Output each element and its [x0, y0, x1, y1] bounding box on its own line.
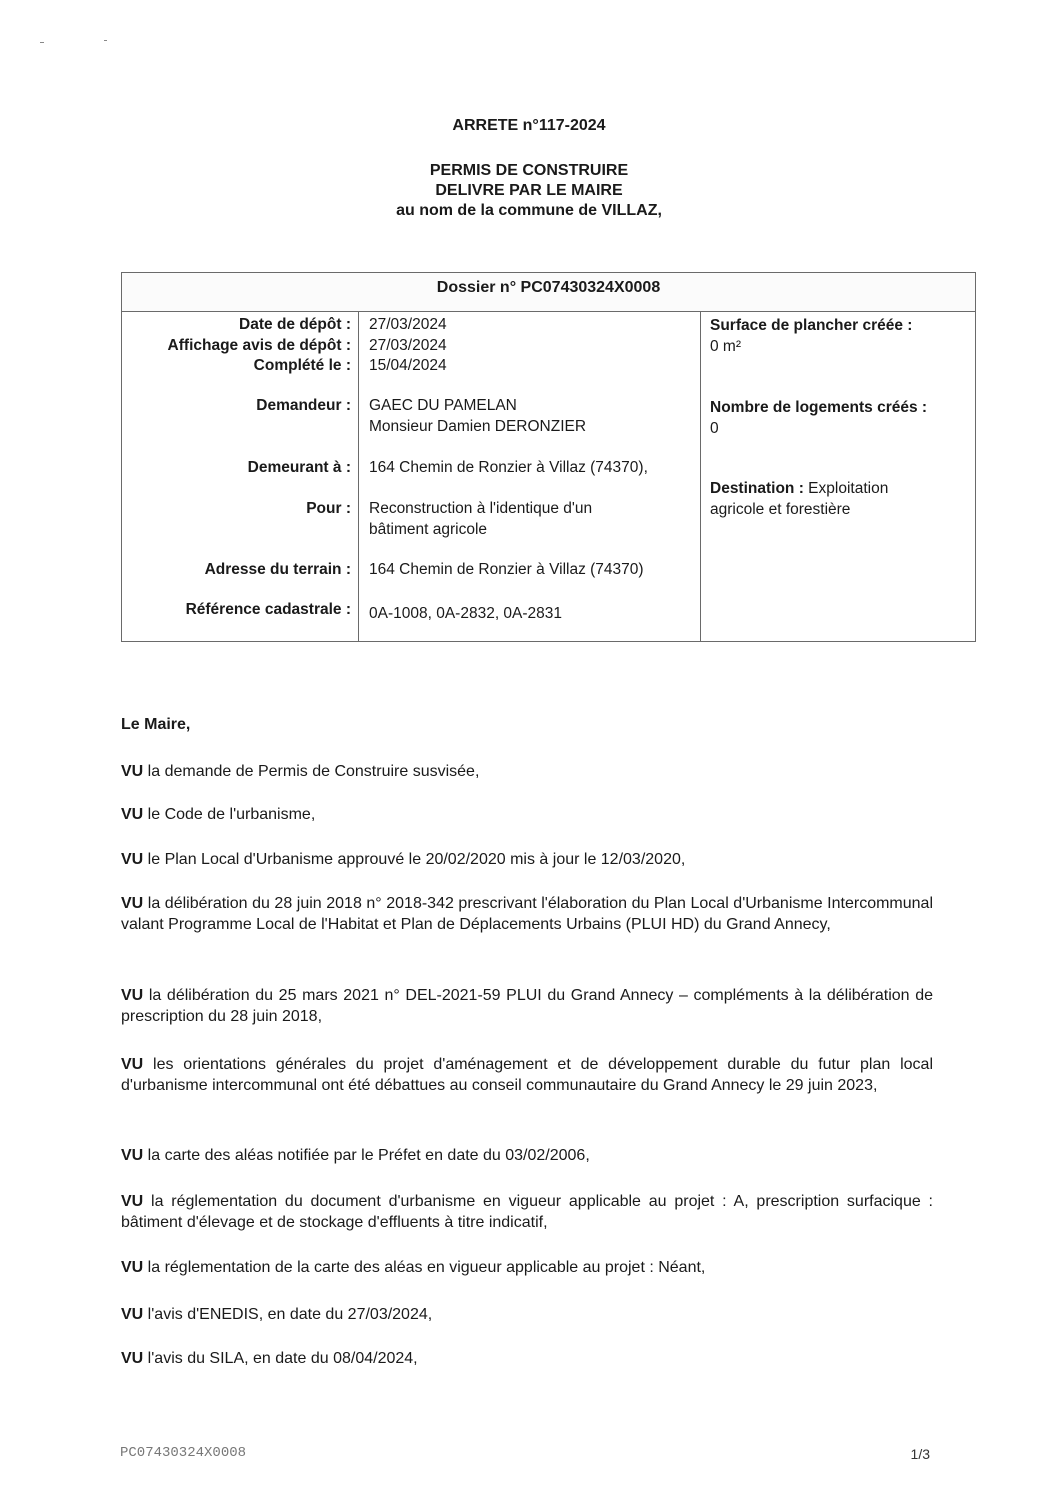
scan-speck	[40, 42, 44, 43]
page-number: 1/3	[910, 1446, 930, 1462]
surface-value: 0 m²	[710, 337, 741, 355]
column-divider	[700, 311, 701, 641]
value-date-depot: 27/03/2024	[369, 316, 447, 333]
document-title	[0, 161, 1058, 221]
title-line-2: DELIVRE PAR LE MAIRE	[435, 182, 623, 199]
footer-reference: PC07430324X0008	[120, 1445, 247, 1461]
value-demandeur-1: GAEC DU PAMELAN	[369, 397, 517, 414]
vu-paragraph-3: VU le Plan Local d'Urbanisme approuvé le 20/02/2020 mis à jour le 12/03/2020,	[121, 851, 686, 868]
vu-paragraph-1: VU la demande de Permis de Construire susvisée,	[121, 763, 480, 780]
destination-label: Destination :	[710, 480, 804, 497]
label-adresse-terrain: Adresse du terrain :	[204, 561, 351, 578]
title-line-3: au nom de la commune de VILLAZ,	[396, 202, 662, 219]
value-complete: 15/04/2024	[369, 357, 447, 374]
labels-column	[122, 315, 351, 377]
value-affichage: 27/03/2024	[369, 336, 447, 354]
vu-paragraph-8: VU la réglementation du document d'urbanisme en vigueur applicable au projet : A, prescription surfacique : bâtiment d'élevage et de stockage d'effluents à titre indicatif,	[121, 1193, 933, 1231]
value-demandeur-2: Monsieur Damien DERONZIER	[369, 417, 587, 435]
logements-label: Nombre de logements créés :	[710, 399, 928, 416]
title-line-1: PERMIS DE CONSTRUIRE	[429, 162, 629, 179]
vu-paragraph-9: VU la réglementation de la carte des aléas en vigueur applicable au projet : Néant,	[121, 1259, 706, 1276]
vu-paragraph-11: VU l'avis du SILA, en date du 08/04/2024,	[121, 1350, 418, 1367]
dossier-header: Dossier n° PC07430324X0008	[122, 273, 975, 312]
value-pour: Reconstruction à l'identique d'un bâtiment agricole	[369, 500, 593, 538]
vu-paragraph-6: VU les orientations générales du projet d'aménagement et de développement durable du futur plan local d'urbanisme intercommunal ont été débattues au conseil communautaire du Grand Annecy le 29 juin 2023,	[121, 1056, 933, 1094]
vu-paragraph-2: VU le Code de l'urbanisme,	[121, 806, 316, 823]
destination-block	[710, 479, 940, 520]
logements-block	[710, 398, 972, 439]
dossier-table	[121, 272, 976, 642]
destination-value: Exploitation agricole et forestière	[710, 480, 889, 518]
value-demeurant: 164 Chemin de Ronzier à Villaz (74370),	[369, 459, 648, 476]
le-maire-heading: Le Maire,	[121, 716, 191, 733]
values-demandeur	[369, 396, 699, 437]
vu-paragraph-7: VU la carte des aléas notifiée par le Préfet en date du 03/02/2006,	[121, 1147, 590, 1164]
label-reference-cadastrale: Référence cadastrale :	[185, 601, 351, 618]
label-affichage: Affichage avis de dépôt :	[167, 336, 351, 354]
surface-block	[710, 316, 972, 357]
value-adresse-terrain: 164 Chemin de Ronzier à Villaz (74370)	[369, 561, 644, 578]
label-pour: Pour :	[306, 500, 351, 517]
arrete-number: ARRETE n°117-2024	[452, 117, 606, 134]
label-date-depot: Date de dépôt :	[239, 316, 351, 333]
label-demeurant: Demeurant à :	[247, 459, 351, 476]
vu-paragraph-5: VU la délibération du 25 mars 2021 n° DEL-2021-59 PLUI du Grand Annecy – compléments à la délibération de prescription du 28 juin 2018,	[121, 987, 933, 1025]
label-complete: Complété le :	[253, 357, 351, 374]
logements-value: 0	[710, 419, 719, 437]
column-divider	[358, 311, 359, 641]
surface-label: Surface de plancher créée :	[710, 317, 913, 334]
scan-speck	[104, 40, 107, 41]
vu-paragraph-10: VU l'avis d'ENEDIS, en date du 27/03/2024,	[121, 1306, 433, 1323]
value-reference-cadastrale: 0A-1008, 0A-2832, 0A-2831	[369, 605, 563, 622]
vu-paragraph-4: VU la délibération du 28 juin 2018 n° 2018-342 prescrivant l'élaboration du Plan Local d'Urbanisme Intercommunal valant Programme Local de l'Habitat et Plan de Déplacements Urbains (PLUI HD) du Grand Annecy,	[121, 895, 933, 933]
label-demandeur: Demandeur :	[256, 397, 351, 414]
values-dates	[369, 315, 699, 377]
